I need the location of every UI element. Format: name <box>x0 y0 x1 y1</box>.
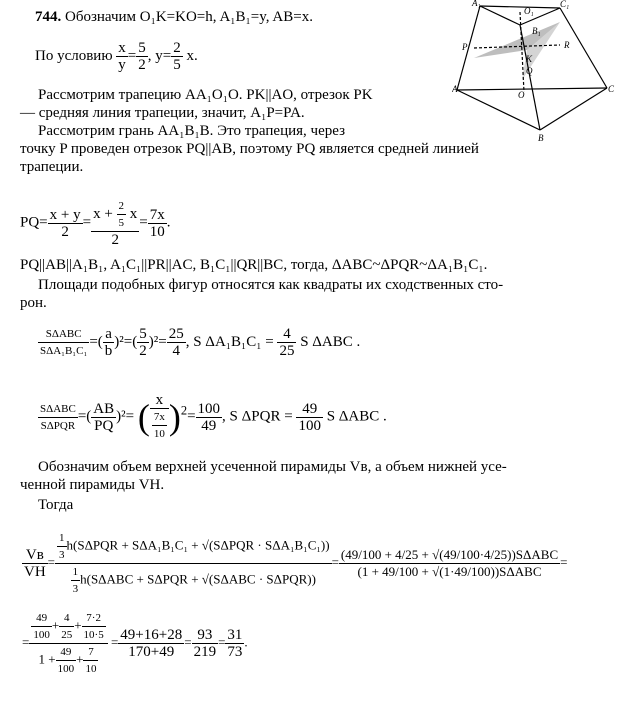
volume-lhs: $\frac{Vв}{VH}$ <box>24 547 46 580</box>
final-sum-frac: $\frac{49+16+28}{170+49}$ <box>120 627 183 660</box>
areas-line-2: рон. <box>20 295 47 311</box>
label-c: C <box>608 84 615 94</box>
label-o: O <box>518 90 525 100</box>
label-o1: O₁ <box>524 6 534 16</box>
ratio-formula-1: $\frac{\text{SΔABC}}{\text{SΔA₁B₁C₁}}$ =( $\frac{a}{b}$ )²=( $\frac{5}{2}$ )²= $\frac{25}{4}$ , S ΔA₁B₁C₁ = $\frac{4}{25}$ S ΔABC . <box>40 326 361 359</box>
label-b1: B₁ <box>532 26 541 36</box>
then-label: Тогда <box>38 497 74 513</box>
volume-mid-frac: $\frac{1}{3}$ h(SΔPQR + SΔA₁B₁C₁ + √(SΔPQR · SΔA₁B₁C₁)) $\frac{1}{3}$ h(SΔABC + SΔPQR + √(SΔABC · SΔPQR)) <box>55 530 332 597</box>
label-a: A <box>452 84 458 94</box>
label-k: K <box>526 54 533 64</box>
problem-number: 744. <box>35 9 62 25</box>
pq-frac3: $\frac{7x}{10}$ <box>149 206 165 240</box>
problem-intro: Обозначим O₁K=KO=h, A₁B₁=y, AB=x. <box>65 9 313 25</box>
parallel-line: PQ||AB||A₁B₁, A₁C₁||PR||AC, B₁C₁||QR||BC, тогда, ΔABC~ΔPQR~ΔA₁B₁C₁. <box>20 257 488 273</box>
cond-frac-xy: $\frac{x}{y}$ <box>118 40 126 73</box>
condition-line: По условию $\frac{x}{y}$ = $\frac{5}{2}$ , y= $\frac{2}{5}$ x. <box>35 40 198 73</box>
cond-frac-52: $\frac{5}{2}$ <box>138 40 146 73</box>
paragraph-4: точку P проведен отрезок PQ||AB, поэтому PQ является средней линией <box>20 141 479 157</box>
ratio1-lhs: $\frac{\text{SΔABC}}{\text{SΔA₁B₁C₁}}$ <box>40 328 88 357</box>
volume-line-1: Обозначим объем верхней усеченной пирамиды Vв, а объем нижней усе- <box>38 459 507 475</box>
ratio-formula-2: $\frac{\text{SΔABC}}{\text{SΔPQR}}$ =( $\frac{AB}{PQ}$ )²= ( $\frac{x}{\frac{7x}{10}}$ )$^2$= $\frac{100}{49}$ , S ΔPQR = $\frac{49}{100}$ S ΔABC . <box>40 392 387 440</box>
label-r: R <box>564 40 570 50</box>
condition-prefix: По условию <box>35 47 113 64</box>
pq-frac2: x + $\frac{2}{5}$ x 2 <box>93 200 138 248</box>
paragraph-3: Рассмотрим грань AA₁B₁B. Это трапеция, через <box>38 123 345 139</box>
pq-formula: PQ= $\frac{x + y}{2}$ = x + $\frac{2}{5}$ x 2 = $\frac{7x}{10}$ . <box>20 200 171 248</box>
cond-mid: , y= <box>147 47 172 64</box>
volume-line-2: ченной пирамиды VH. <box>20 477 165 493</box>
label-q: Q <box>526 66 533 76</box>
volume-formula: $\frac{Vв}{VH}$ = $\frac{1}{3}$ h(SΔPQR + SΔA₁B₁C₁ + √(SΔPQR · SΔA₁B₁C₁)) $\frac{1}{3}$ h(SΔABC + SΔPQR + √(SΔABC · SΔPQR)) = $\frac{\text{(49/100 + 4/25 + √(49/100·4/25))SΔABC}}{\text{(1 + 49/100 + √(1·49/100))SΔABC}}$ = <box>24 532 568 595</box>
label-c1: C₁ <box>560 0 570 9</box>
pq-frac1: $\frac{x + y}{2}$ <box>49 206 81 240</box>
problem-header <box>35 8 313 26</box>
areas-line-1: Площади подобных фигур относятся как квадраты их сходственных сто- <box>38 277 504 293</box>
final-big-frac: $\frac{49}{100}$ + $\frac{4}{25}$ + $\frac{7\cdot 2}{10\cdot 5}$ 1 + $\frac{49}{100}$ + $\frac{7}{10}$ <box>29 610 107 677</box>
final-formula: = $\frac{49}{100}$ + $\frac{4}{25}$ + $\frac{7\cdot 2}{10\cdot 5}$ 1 + $\frac{49}{100}$ + $\frac{7}{10}$ = $\frac{49+16+28}{170+49}$ = $\frac{93}{219}$ = $\frac{31}{73}$ . <box>22 612 248 675</box>
volume-rhs-frac: $\frac{\text{(49/100 + 4/25 + √(49/100·4/25))SΔABC}}{\text{(1 + 49/100 + √(1·49/100))SΔABC}}$ <box>340 547 559 579</box>
pyramid-figure <box>452 0 617 145</box>
ratio2-lhs: $\frac{\text{SΔABC}}{\text{SΔPQR}}$ <box>40 402 76 432</box>
final-r-frac: $\frac{93}{219}$ <box>193 627 217 660</box>
cond-frac-25: $\frac{2}{5}$ <box>173 40 181 73</box>
label-a1: A₁ <box>472 0 481 8</box>
final-answer-frac: $\frac{31}{73}$ <box>227 627 243 660</box>
paragraph-5: трапеции. <box>20 159 84 175</box>
cond-suffix: x. <box>186 47 198 64</box>
paragraph-2: — средняя линия трапеции, значит, A₁P=PA. <box>20 105 305 121</box>
label-p: P <box>462 42 468 52</box>
label-b: B <box>538 133 544 143</box>
paragraph-1: Рассмотрим трапецию AA₁O₁O. PK||AO, отрезок PK <box>38 87 373 103</box>
pq-lhs: PQ= <box>20 214 48 231</box>
